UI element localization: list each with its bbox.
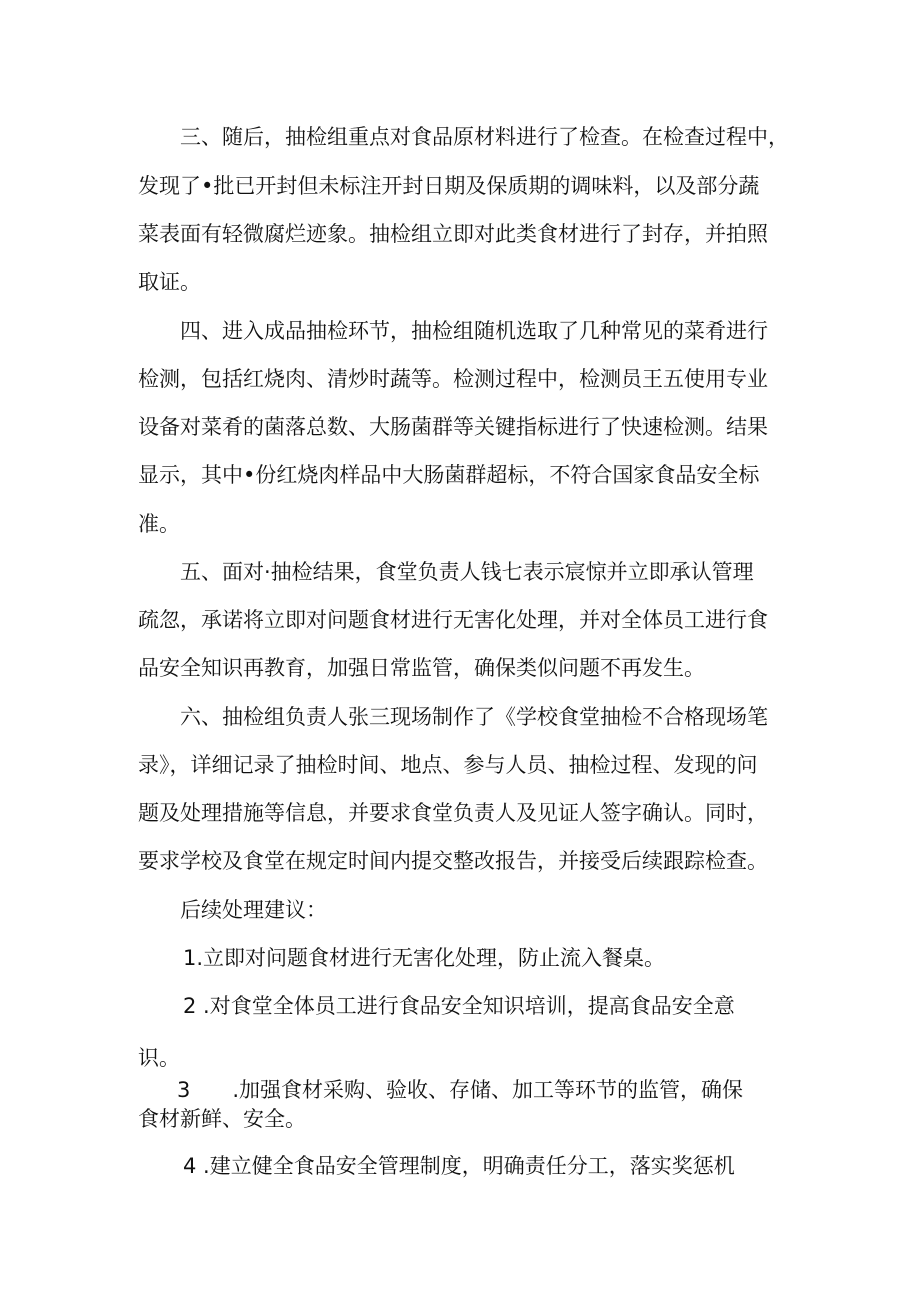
text-line: 品安全知识再教育，加强日常监管，确保类似问题不再发生。 [138, 656, 705, 680]
text-line: 3 .加强食材采购、验收、存储、加工等环节的监管，确保 [177, 1078, 744, 1102]
text-line: 4 .建立健全食品安全管理制度，明确责任分工，落实奖惩机 [183, 1154, 735, 1178]
text-line: 发现了•批已开封但未标注开封日期及保质期的调味料，以及部分蔬 [138, 174, 760, 198]
text-line: 取证。 [138, 270, 201, 294]
followup-heading: 后续处理建议： [180, 898, 327, 922]
text-line: 食材新鲜、安全。 [138, 1107, 306, 1131]
text-line: 疏忽，承诺将立即对问题食材进行无害化处理，并对全体员工进行食 [138, 608, 768, 632]
text-line: 要求学校及食堂在规定时间内提交整改报告，并接受后续跟踪检查。 [138, 849, 768, 873]
text-line: 五、面对·抽检结果，食堂负责人钱七表示宸惊并立即承认管理 [180, 560, 754, 584]
text-line: 四、进入成品抽检环节，抽检组随机选取了几种常见的菜肴进行 [180, 319, 768, 343]
text-line: 1.立即对问题食材进行无害化处理，防止流入餐桌。 [183, 946, 666, 970]
text-line: 准。 [138, 512, 180, 536]
text-line: 六、抽检组负责人张三现场制作了《学校食堂抽检不合格现场笔 [180, 705, 768, 729]
text-line: 录》，详细记录了抽检时间、地点、参与人员、抽检过程、发现的问 [138, 753, 758, 777]
text-line: 题及处理措施等信息，并要求食堂负责人及见证人签字确认。同时， [138, 801, 768, 825]
text-line: 菜表面有轻微腐烂迹象。抽检组立即对此类食材进行了封存，并拍照 [138, 222, 768, 246]
text-line: 2 .对食堂全体员工进行食品安全知识培训，提高食品安全意 [183, 994, 735, 1018]
text-line: 设备对菜肴的菌落总数、大肠菌群等关键指标进行了快速检测。结果 [138, 415, 768, 439]
text-line: 识。 [138, 1046, 180, 1070]
text-line: 三、随后，抽检组重点对食品原材料进行了检查。在检查过程中， [180, 125, 789, 149]
text-line: 检测，包括红烧肉、清炒时蔬等。检测过程中，检测员王五使用专业 [138, 367, 768, 391]
text-line: 显示，其中•份红烧肉样品中大肠菌群超标，不符合国家食品安全标 [138, 463, 760, 487]
